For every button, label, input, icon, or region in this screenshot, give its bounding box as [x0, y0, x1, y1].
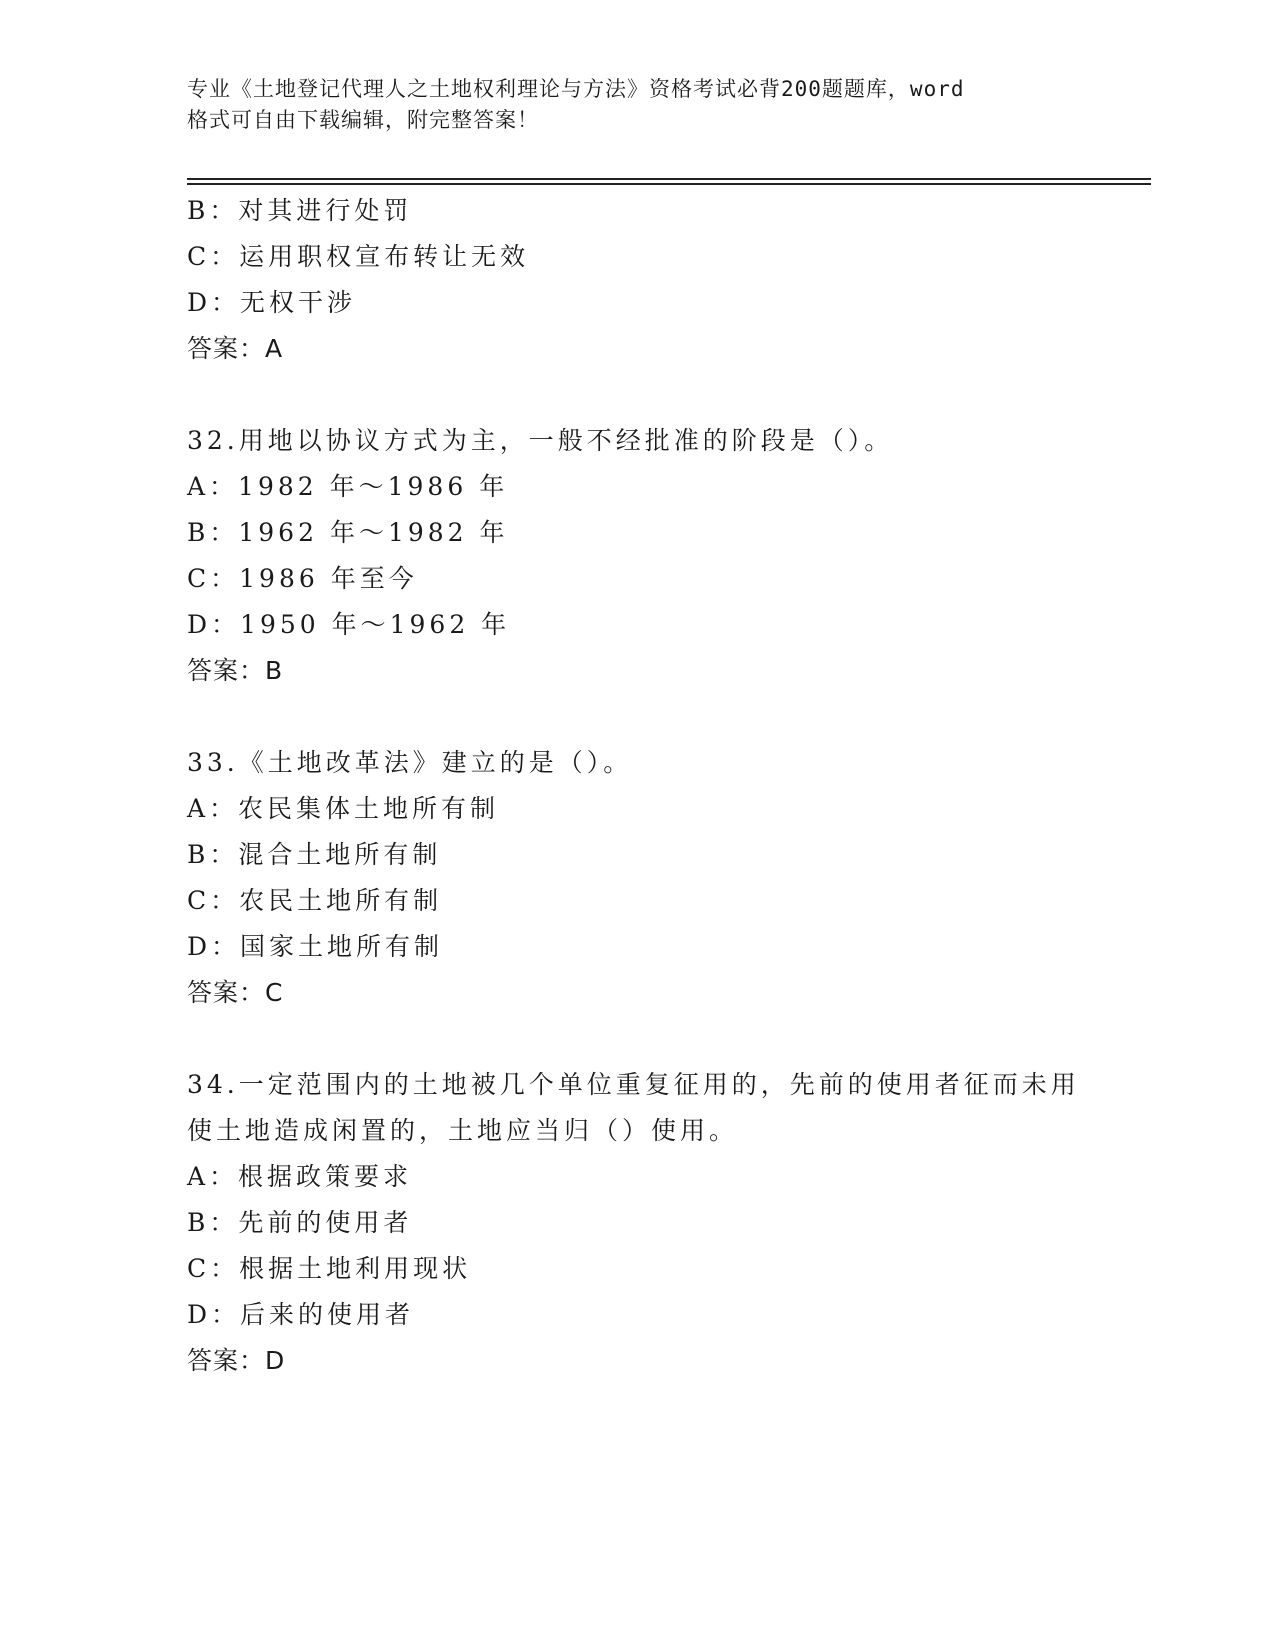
- option-d: D：无权干涉: [187, 288, 357, 317]
- option-d: D：1950 年～1962 年: [187, 610, 511, 639]
- option-c: C：根据土地利用现状: [187, 1254, 472, 1283]
- spacer: [187, 1016, 1151, 1062]
- option-d: D：国家土地所有制: [187, 932, 444, 961]
- option-a: A：1982 年～1986 年: [187, 472, 509, 501]
- option-b: B：混合土地所有制: [187, 840, 442, 869]
- question-stem: 32.用地以协议方式为主，一般不经批准的阶段是（）。: [187, 426, 894, 455]
- question-32: [187, 418, 1151, 694]
- question-stem-line-2: 使土地造成闲置的，土地应当归（）使用。: [187, 1116, 739, 1145]
- answer-line: 答案：A: [187, 334, 284, 363]
- document-header: [187, 74, 1067, 136]
- question-stem-line-1: 34.一定范围内的土地被几个单位重复征用的，先前的使用者征而未用: [187, 1070, 1080, 1099]
- question-34: [187, 1062, 1151, 1384]
- option-d: D：后来的使用者: [187, 1300, 415, 1329]
- spacer: [187, 372, 1151, 418]
- question-33: [187, 740, 1151, 1016]
- header-rule-bottom: [187, 183, 1151, 185]
- option-a: A：农民集体土地所有制: [187, 794, 500, 823]
- spacer: [187, 694, 1151, 740]
- option-c: C：运用职权宣布转让无效: [187, 242, 530, 271]
- question-stem: 33.《土地改革法》建立的是（）。: [187, 748, 633, 777]
- question-list: [187, 188, 1151, 1384]
- option-c: C：1986 年至今: [187, 564, 418, 593]
- option-b: B：先前的使用者: [187, 1208, 413, 1237]
- header-rule-top: [187, 178, 1151, 180]
- option-b: B：1962 年～1982 年: [187, 518, 509, 547]
- option-a: A：根据政策要求: [187, 1162, 413, 1191]
- answer-line: 答案：B: [187, 656, 284, 685]
- answer-line: 答案：C: [187, 978, 284, 1007]
- answer-line: 答案：D: [187, 1346, 286, 1375]
- header-line-1: 专业《土地登记代理人之土地权利理论与方法》资格考试必背200题题库，word: [187, 77, 965, 101]
- option-b: B：对其进行处罚: [187, 196, 413, 225]
- header-line-2: 格式可自由下载编辑，附完整答案！: [187, 108, 539, 132]
- previous-question-tail: [187, 188, 1151, 372]
- option-c: C：农民土地所有制: [187, 886, 443, 915]
